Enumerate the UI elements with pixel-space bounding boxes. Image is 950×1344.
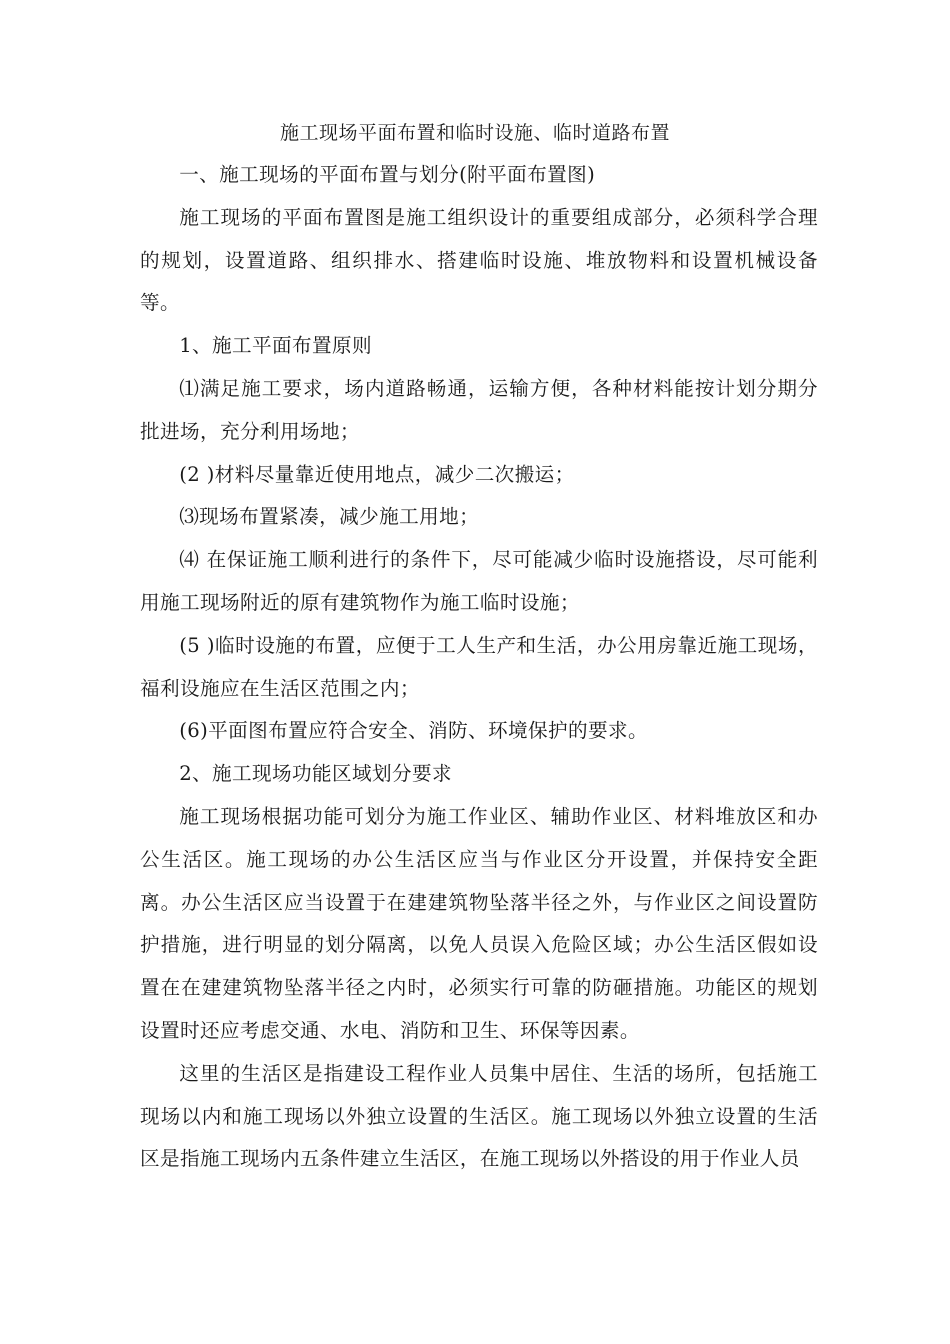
document-body <box>140 154 818 1181</box>
principle-item-5: (5 )临时设施的布置，应便于工人生产和生活，办公用房靠近施工现场，福利设施应在生活区范围之内； <box>140 633 818 700</box>
paragraph-functional-zones: 施工现场根据功能可划分为施工作业区、辅助作业区、材料堆放区和办公生活区。施工现场的办公生活区应当与作业区分开设置，并保持安全距离。办公生活区应当设置于在建建筑物坠落半径之外，与作业区之间设置防护措施，进行明显的划分隔离，以免人员误入危险区域；办公生活区假如设置在在建建筑物坠落半径之内时，必须实行可靠的防砸措施。功能区的规划设置时还应考虑交通、水电、消防和卫生、环保等因素。 <box>140 804 818 1042</box>
subsection-heading-1: 1、施工平面布置原则 <box>179 334 372 358</box>
section-heading-1: 一、施工现场的平面布置与划分(附平面布置图) <box>179 163 596 186</box>
principle-item-2: (2 )材料尽量靠近使用地点，减少二次搬运； <box>179 462 575 486</box>
principle-item-1: ⑴满足施工要求，场内道路畅通，运输方便，各种材料能按计划分期分批进场，充分利用场地； <box>140 376 818 443</box>
subsection-heading-2: 2、施工现场功能区域划分要求 <box>179 762 452 786</box>
paragraph-living-area: 这里的生活区是指建设工程作业人员集中居住、生活的场所，包括施工现场以内和施工现场以外独立设置的生活区。施工现场以外独立设置的生活区是指施工现场内五条件建立生活区，在施工现场以外搭设的用于作业人员 <box>140 1061 818 1171</box>
principle-item-3: ⑶现场布置紧凑，减少施工用地； <box>179 505 480 529</box>
principle-item-4: ⑷ 在保证施工顺利进行的条件下，尽可能减少临时设施搭设，尽可能利用施工现场附近的原有建筑物作为施工临时设施； <box>140 548 818 614</box>
document-title: 施工现场平面布置和临时设施、临时道路布置 <box>279 122 670 144</box>
paragraph-intro: 施工现场的平面布置图是施工组织设计的重要组成部分，必须科学合理的规划，设置道路、组织排水、搭建临时设施、堆放物料和设置机械设备等。 <box>140 205 818 315</box>
principle-item-6: (6)平面图布置应符合安全、消防、环境保护的要求。 <box>179 719 649 743</box>
